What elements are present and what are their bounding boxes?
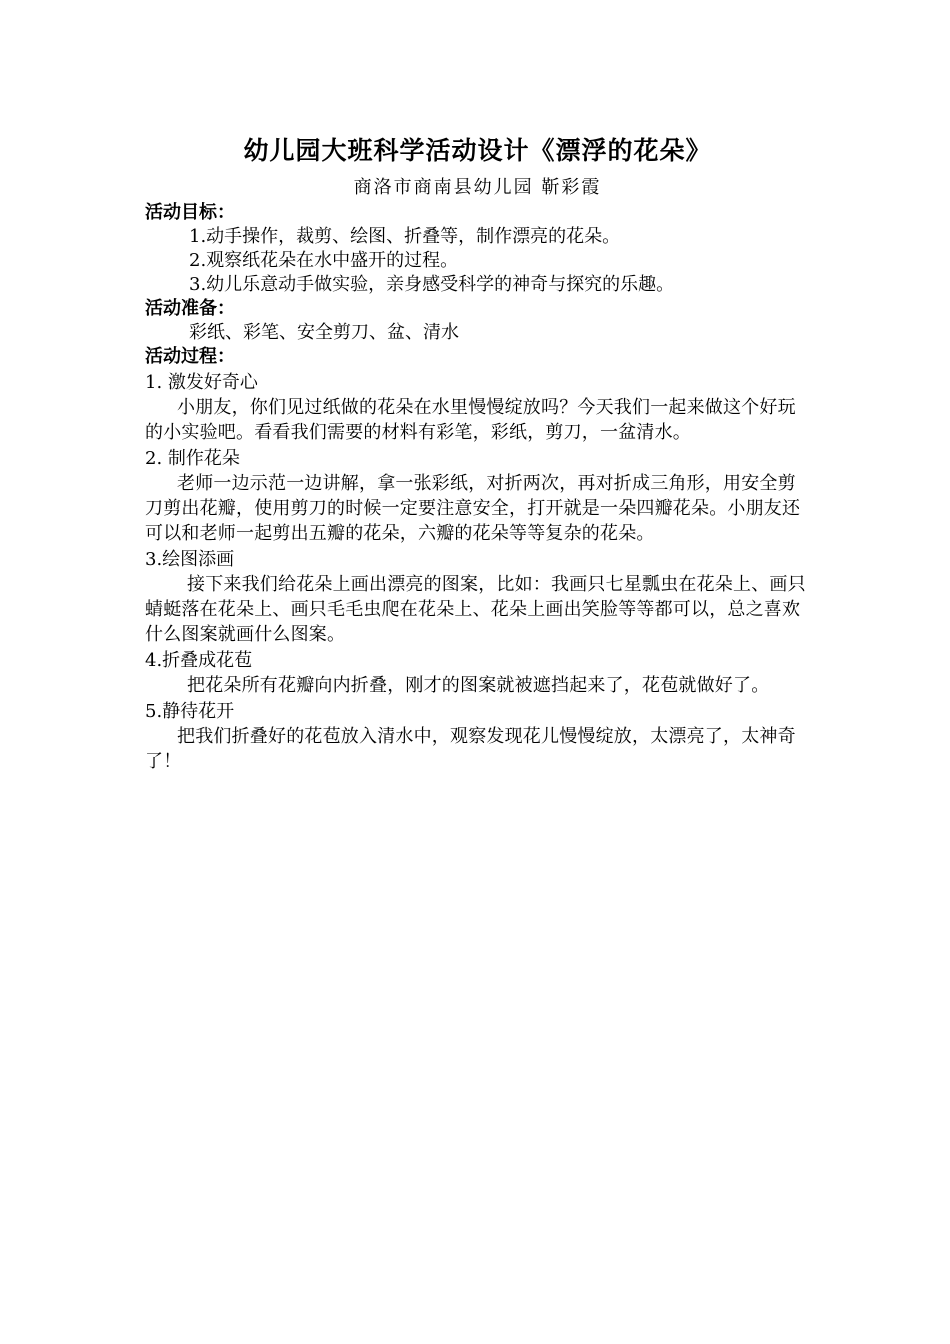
step-title: 2. 制作花朵 xyxy=(145,448,240,469)
step-title: 5.静待花开 xyxy=(145,701,235,722)
step-text: 老师一边示范一边讲解，拿一张彩纸，对折两次，再对折成三角形，用安全剪刀剪出花瓣，使用剪刀的时候一定要注意安全，打开就是一朵四瓣花朵。小朋友还可以和老师一起剪出五瓣的花朵，六瓣的花朵等等复杂的花朵。 xyxy=(145,473,801,544)
goals-heading: 活动目标： xyxy=(145,202,235,223)
step-title: 4.折叠成花苞 xyxy=(145,650,253,671)
goal-item: 1.动手操作，裁剪、绘图、折叠等，制作漂亮的花朵。 xyxy=(189,226,621,247)
step-text: 小朋友，你们见过纸做的花朵在水里慢慢绽放吗？今天我们一起来做这个好玩的小实验吧。看看我们需要的材料有彩笔，彩纸，剪刀，一盆清水。 xyxy=(145,397,796,443)
step-title: 1. 激发好奇心 xyxy=(145,372,258,393)
process-heading: 活动过程： xyxy=(145,346,235,367)
document-title: 幼儿园大班科学活动设计《漂浮的花朵》 xyxy=(243,136,712,165)
prep-heading: 活动准备： xyxy=(145,298,235,319)
goal-item: 2.观察纸花朵在水中盛开的过程。 xyxy=(189,250,459,271)
prep-materials: 彩纸、彩笔、安全剪刀、盆、清水 xyxy=(189,322,459,343)
step-title: 3.绘图添画 xyxy=(145,549,235,570)
document-author: 商洛市商南县幼儿园 靳彩霞 xyxy=(353,177,602,198)
step-text: 接下来我们给花朵上画出漂亮的图案，比如：我画只七星瓢虫在花朵上、画只蜻蜓落在花朵上、画只毛毛虫爬在花朵上、花朵上画出笑脸等等都可以，总之喜欢什么图案就画什么图案。 xyxy=(145,574,806,645)
step-text: 把我们折叠好的花苞放入清水中，观察发现花儿慢慢绽放，太漂亮了，太神奇了！ xyxy=(145,726,796,772)
goal-item: 3.幼儿乐意动手做实验，亲身感受科学的神奇与探究的乐趣。 xyxy=(189,274,675,295)
step-text: 把花朵所有花瓣向内折叠，刚才的图案就被遮挡起来了，花苞就做好了。 xyxy=(187,675,770,696)
document-body xyxy=(145,133,810,774)
